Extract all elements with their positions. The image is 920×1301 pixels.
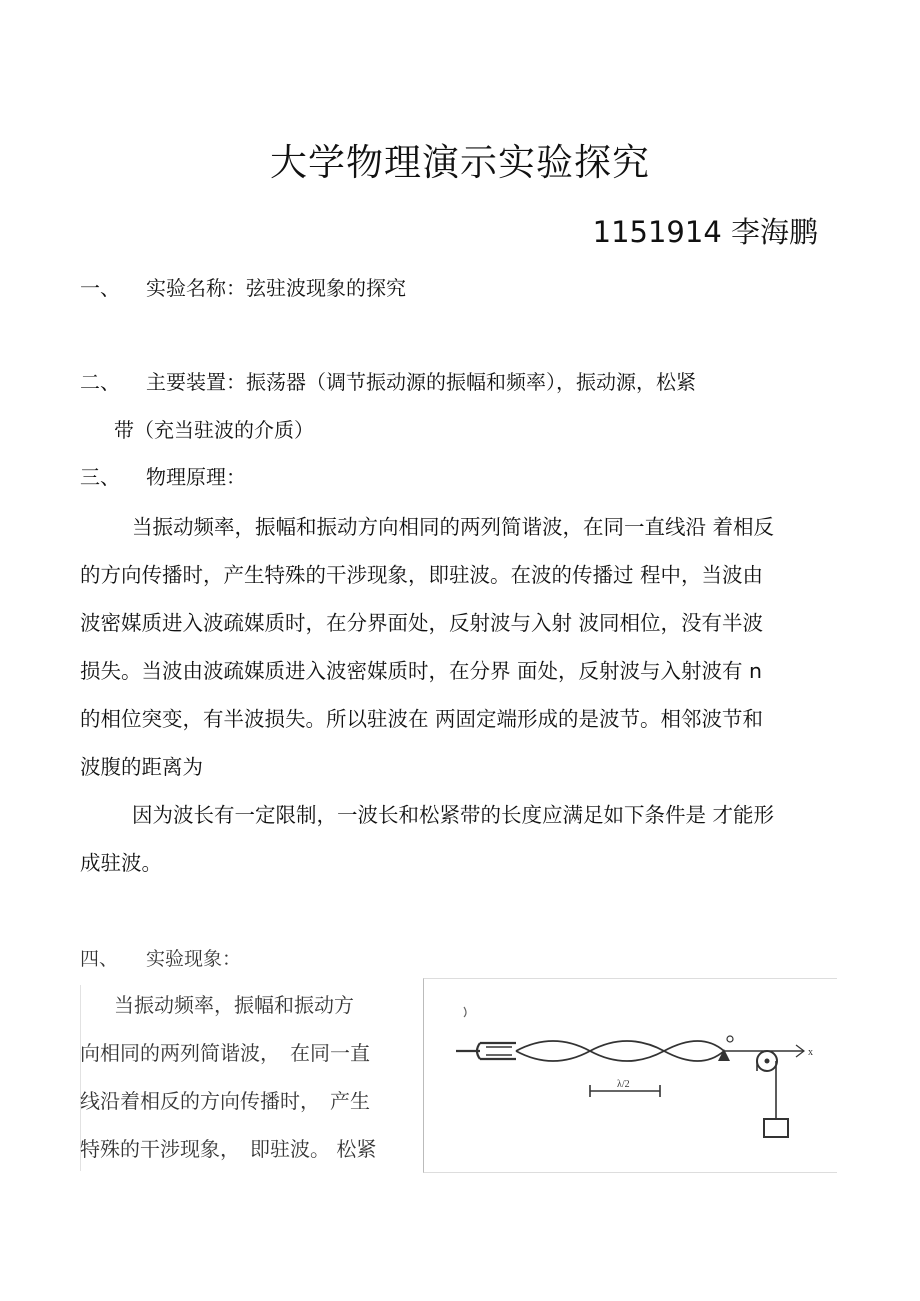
node-mark [727, 1036, 733, 1042]
corner-mark [464, 1007, 466, 1017]
section-number: 一、 [80, 276, 120, 300]
section-text: 实验现象： [146, 948, 242, 970]
principle-line: 损失。当波由波疏媒质进入波密媒质时，在分界 面处，反射波与入射波有 n [80, 659, 763, 683]
phenomenon-line: 特殊的干涉现象， 即驻波。 松紧 [80, 1137, 377, 1161]
principle-line: 的相位突变，有半波损失。所以驻波在 两固定端形成的是波节。相邻波节和 [80, 707, 764, 731]
section-4 [80, 944, 241, 971]
section-2-continuation: 带（充当驻波的介质） [114, 418, 314, 442]
weight-block [764, 1119, 788, 1137]
standing-wave-figure [423, 978, 837, 1173]
section-text: 主要装置：振荡器（调节振动源的振幅和频率），振动源，松紧 [146, 370, 696, 394]
principle-line: 波腹的距离为 [80, 755, 203, 779]
vibrator-icon [456, 1043, 516, 1059]
standing-wave-loops [516, 1041, 724, 1061]
half-wavelength-label: λ/2 [617, 1079, 630, 1090]
principle-line: 的方向传播时，产生特殊的干涉现象，即驻波。在波的传播过 程中，当波由 [80, 563, 764, 587]
section-3 [80, 461, 246, 490]
section-text: 物理原理： [146, 465, 246, 489]
page-title: 大学物理演示实验探究 [270, 141, 650, 184]
section-number: 三、 [80, 465, 120, 489]
condition-line: 因为波长有一定限制，一波长和松紧带的长度应满足如下条件是 才能形 [132, 803, 775, 827]
axis-label: x [808, 1047, 813, 1058]
phenomenon-line: 线沿着相反的方向传播时， 产生 [80, 1089, 370, 1113]
section-text: 实验名称：弦驻波现象的探究 [146, 276, 406, 300]
condition-line: 成驻波。 [80, 851, 162, 875]
pulley-axle [765, 1059, 770, 1064]
section-number: 二、 [80, 370, 120, 394]
author-line: 1151914 李海鹏 [592, 215, 818, 249]
section-1 [80, 272, 406, 301]
section-2 [80, 366, 696, 395]
principle-line: 波密媒质进入波疏媒质时，在分界面处，反射波与入射 波同相位，没有半波 [80, 611, 764, 635]
phenomenon-line: 当振动频率，振幅和振动方 [114, 993, 354, 1017]
phenomenon-line: 向相同的两列简谐波， 在同一直 [80, 1041, 370, 1065]
principle-line: 当振动频率，振幅和振动方向相同的两列简谐波，在同一直线沿 着相反 [132, 515, 775, 539]
section-number: 四、 [80, 948, 119, 970]
standing-wave-diagram [424, 979, 837, 1172]
